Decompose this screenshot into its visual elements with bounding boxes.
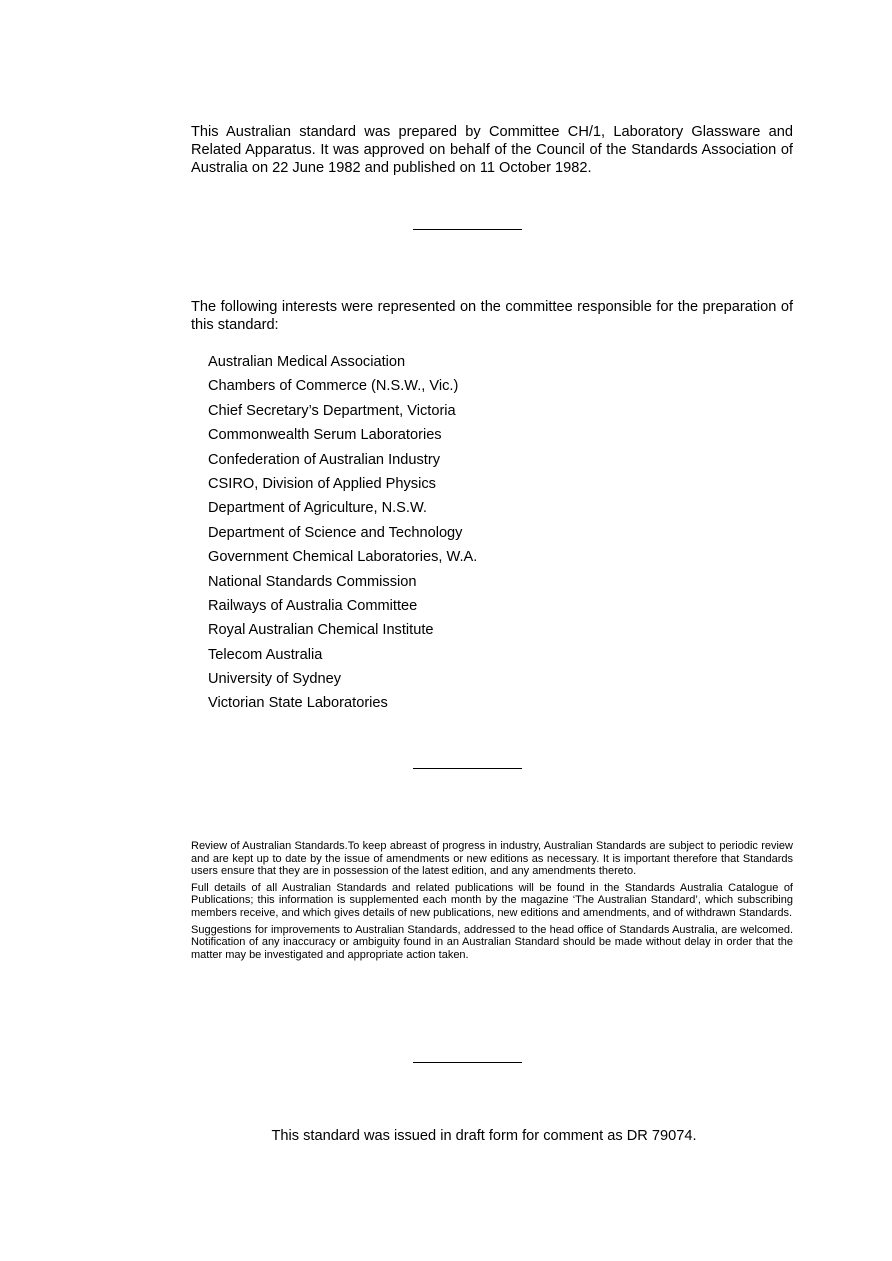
review-paragraph-1-text: To keep abreast of progress in industry, Australian Standards are subject to periodic review and are kept up to date by the issue of amendments or new editions as necessary. It is important therefore that Standards users ensure that they are in possession of the latest edition, and any amendments thereto. <box>191 840 793 878</box>
section-divider <box>413 229 522 230</box>
approval-statement <box>191 123 793 177</box>
review-paragraph-1 <box>191 840 793 878</box>
section-divider <box>413 768 522 769</box>
list-item: Commonwealth Serum Laboratories <box>208 427 442 444</box>
review-paragraph-3: Suggestions for improvements to Australian Standards, addressed to the head office of Standards Australia, are welcomed. Notification of any inaccuracy or ambiguity found in an Australian Standard should be made without delay in order that the matter may be investigated and appropriate action taken. <box>191 923 793 961</box>
list-item: Department of Agriculture, N.S.W. <box>208 500 427 517</box>
section-divider <box>413 1062 522 1063</box>
review-notes <box>191 840 793 965</box>
list-item: Confederation of Australian Industry <box>208 451 441 468</box>
list-item: Chambers of Commerce (N.S.W., Vic.) <box>208 378 459 395</box>
interests-intro <box>191 298 793 334</box>
list-item: Department of Science and Technology <box>208 524 463 541</box>
list-item: CSIRO, Division of Applied Physics <box>208 475 436 492</box>
interests-intro-text: The following interests were represented on the committee responsible for the preparation of this standard: <box>191 299 793 333</box>
approval-text: This Australian standard was prepared by Committee CH/1, Laboratory Glassware and Related Apparatus. It was approved on behalf of the Council of the Standards Association of Australia on 22 June 1982 and published on 11 October 1982. <box>191 124 793 176</box>
list-item: Telecom Australia <box>208 646 323 663</box>
list-item: Royal Australian Chemical Institute <box>208 622 434 639</box>
list-item: Victorian State Laboratories <box>208 695 388 712</box>
interests-list <box>208 350 477 716</box>
list-item: Chief Secretary’s Department, Victoria <box>208 402 456 419</box>
review-heading: Review of Australian Standards. <box>191 840 348 852</box>
draft-note: This standard was issued in draft form for comment as DR 79074. <box>271 1128 697 1144</box>
list-item: Australian Medical Association <box>208 354 406 370</box>
list-item: Government Chemical Laboratories, W.A. <box>208 549 478 566</box>
list-item: National Standards Commission <box>208 573 417 590</box>
list-item: Railways of Australia Committee <box>208 597 418 614</box>
review-paragraph-2: Full details of all Australian Standards and related publications will be found in the Standards Australia Catalogue of Publications; this information is supplemented each month by the magazine ‘The Australian Standard’, which subscribing members receive, and which gives details of new publications, new editions and amendments, and of withdrawn Standards. <box>191 881 793 919</box>
list-item: University of Sydney <box>208 671 342 688</box>
